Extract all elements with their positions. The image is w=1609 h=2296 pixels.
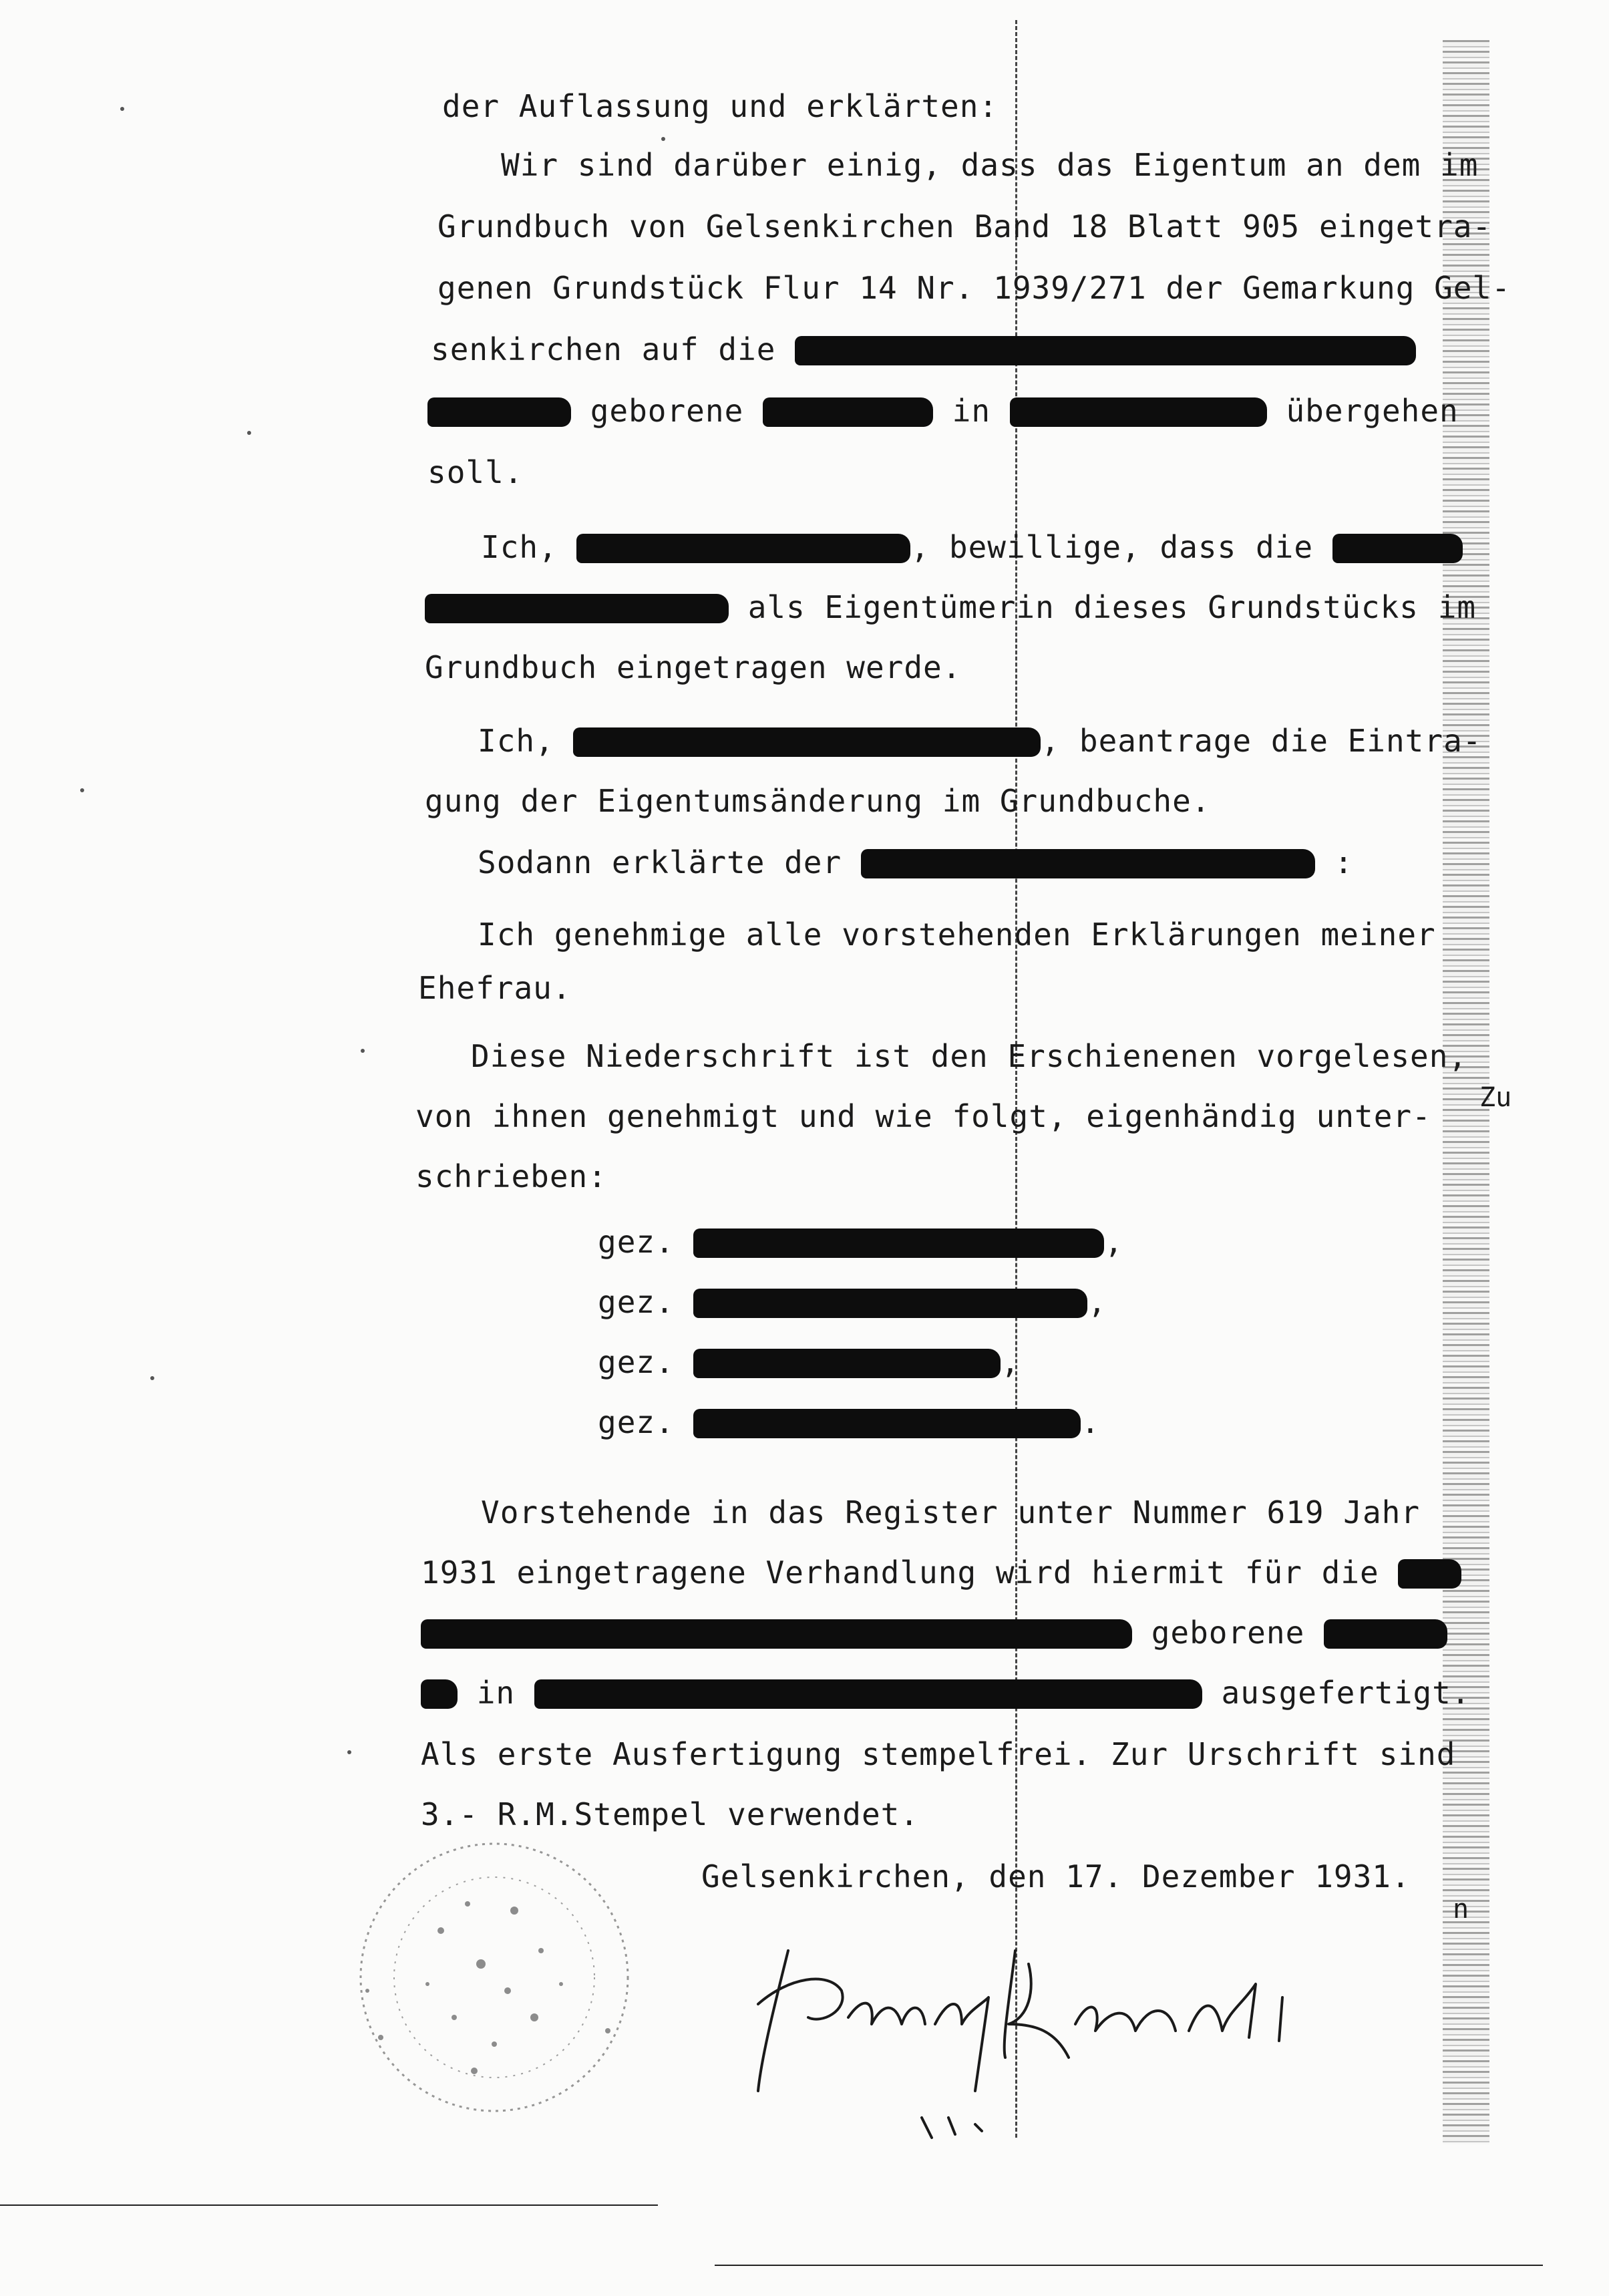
text: :: [1334, 844, 1354, 880]
text: Wir sind darüber einig, dass das Eigentum an dem im: [501, 147, 1479, 183]
redaction: [425, 594, 729, 623]
text-line-23: [421, 1735, 1456, 1774]
bottom-rule-right: [715, 2265, 1543, 2266]
text: Ich genehmige alle vorstehenden Erklärungen meiner: [478, 917, 1436, 953]
text: senkirchen auf die: [431, 331, 776, 367]
text-line-3: [437, 207, 1491, 246]
signature-line-1: gez. ,: [598, 1224, 1124, 1260]
text: der Auflassung und erklärten:: [442, 88, 999, 124]
text: in: [476, 1675, 516, 1711]
signature-line-4: gez. .: [598, 1404, 1101, 1440]
text: Ich,: [481, 529, 558, 565]
text-line-9: [425, 588, 1476, 627]
signature-line-3: gez. ,: [598, 1344, 1021, 1380]
text-line-16: [471, 1037, 1467, 1076]
official-seal: [307, 1817, 681, 2138]
redaction: [693, 1228, 1104, 1258]
text-line-17: [415, 1097, 1431, 1136]
text-line-20: [421, 1553, 1461, 1592]
text: Diese Niederschrift ist den Erschienenen vorgelesen,: [471, 1038, 1468, 1074]
scan-speck: [150, 1376, 154, 1380]
text: geborene: [1151, 1615, 1305, 1651]
text-line-4: [437, 269, 1511, 307]
handwritten-signature: [748, 1924, 1363, 2144]
text-line-19: [481, 1493, 1420, 1532]
redaction: [421, 1619, 1132, 1649]
text: , bewillige, dass die: [910, 529, 1314, 565]
redaction: [693, 1409, 1081, 1438]
redaction: [576, 534, 910, 563]
text-line-2: [501, 146, 1478, 184]
text: als Eigentümerin dieses Grundstücks im: [747, 589, 1477, 625]
text-line-22: [421, 1673, 1471, 1712]
scan-speck: [120, 107, 124, 111]
text: übergehen: [1286, 393, 1459, 429]
text: gez.: [598, 1284, 675, 1320]
redaction: [421, 1679, 458, 1709]
text-line-8: [481, 528, 1463, 566]
text: gez.: [598, 1404, 675, 1440]
redaction: [693, 1349, 1001, 1378]
text-line-13: [478, 843, 1353, 882]
text-line-1: [442, 87, 998, 126]
text: Ich,: [478, 723, 554, 759]
text: soll.: [427, 454, 524, 490]
text: Vorstehende in das Register unter Nummer 619 Jahr: [481, 1494, 1421, 1530]
redaction: [1324, 1619, 1447, 1649]
text-line-12: [425, 782, 1210, 820]
text: von ihnen genehmigt und wie folgt, eigenhändig unter-: [415, 1098, 1431, 1134]
text: schrieben:: [415, 1158, 607, 1194]
text: genen Grundstück Flur 14 Nr. 1939/271 der Gemarkung Gel-: [437, 270, 1511, 306]
text: gez.: [598, 1224, 675, 1260]
text: geborene: [590, 393, 744, 429]
redaction: [1398, 1559, 1461, 1589]
redaction: [693, 1289, 1087, 1318]
text-line-18: [415, 1157, 607, 1196]
redaction: [795, 336, 1416, 365]
text-line-15: [418, 969, 572, 1007]
text-line-10: [425, 648, 961, 687]
redaction: [1332, 534, 1463, 563]
redaction: [861, 849, 1315, 878]
text: Sodann erklärte der: [478, 844, 842, 880]
text: Gelsenkirchen, den 17. Dezember 1931.: [701, 1858, 1411, 1895]
text-line-11: [478, 721, 1481, 760]
text: , beantrage die Eintra-: [1041, 723, 1482, 759]
text-line-7: [427, 453, 523, 492]
date-line: [701, 1857, 1411, 1896]
text: Grundbuch eingetragen werde.: [425, 649, 962, 685]
redaction: [427, 397, 571, 427]
text-line-21: [421, 1613, 1447, 1652]
redaction: [573, 727, 1041, 757]
text: gez.: [598, 1344, 675, 1380]
scan-speck: [247, 431, 251, 435]
redaction: [1010, 397, 1267, 427]
text: Grundbuch von Gelsenkirchen Band 18 Blatt 905 eingetra-: [437, 208, 1492, 244]
scan-speck: [661, 137, 665, 141]
text: n: [1453, 1894, 1469, 1925]
margin-note-zu: [1479, 1082, 1511, 1113]
margin-note-n: [1453, 1894, 1469, 1925]
bottom-rule-left: [0, 2204, 658, 2206]
text: in: [952, 393, 991, 429]
text: ausgefertigt.: [1221, 1675, 1471, 1711]
signature-line-2: gez. ,: [598, 1284, 1107, 1320]
text: Ehefrau.: [418, 970, 572, 1006]
text-line-5: [431, 330, 1416, 369]
scan-speck: [80, 788, 84, 792]
text-line-14: [478, 915, 1436, 954]
text: gung der Eigentumsänderung im Grundbuche.: [425, 783, 1211, 819]
scan-speck: [347, 1750, 351, 1754]
redaction: [763, 397, 933, 427]
text: 3.- R.M.Stempel verwendet.: [421, 1796, 920, 1832]
text: 1931 eingetragene Verhandlung wird hiermit für die: [421, 1554, 1379, 1591]
text: Zu: [1479, 1082, 1512, 1113]
text: Als erste Ausfertigung stempelfrei. Zur Urschrift sind: [421, 1736, 1456, 1772]
scan-speck: [361, 1049, 365, 1053]
text-line-6: [427, 391, 1459, 430]
redaction: [534, 1679, 1202, 1709]
